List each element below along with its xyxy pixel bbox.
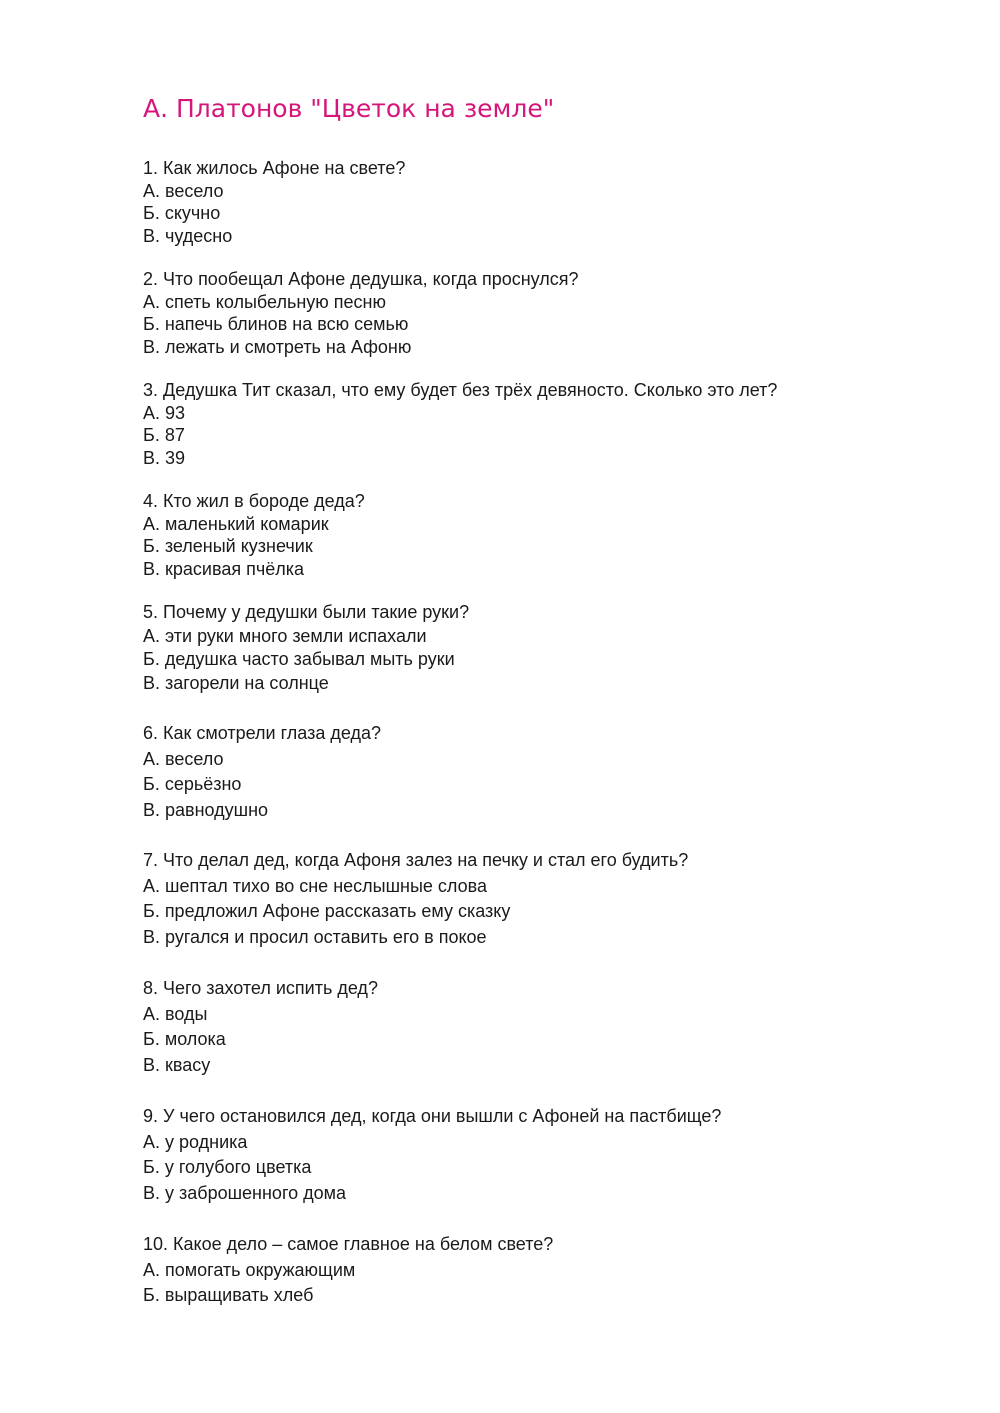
question-text: 4. Кто жил в бороде деда? — [143, 491, 365, 511]
answer-option: В. равнодушно — [143, 799, 269, 820]
question-text: 5. Почему у дедушки были такие руки? — [143, 602, 470, 622]
answer-option: В. у заброшенного дома — [143, 1182, 347, 1203]
answer-option: В. загорели на солнце — [143, 672, 329, 693]
question-text: 3. Дедушка Тит сказал, что ему будет без трёх девяносто. Сколько это лет? — [143, 380, 778, 400]
question-text: 2. Что пообещал Афоне дедушка, когда проснулся? — [143, 269, 579, 289]
answer-option: Б. дедушка часто забывал мыть руки — [143, 649, 455, 669]
question-text: 9. У чего остановился дед, когда они вышли с Афоней на пастбище? — [143, 1106, 722, 1126]
answer-option: Б. напечь блинов на всю семью — [143, 314, 409, 334]
answer-option: А. весело — [143, 748, 224, 769]
question-text: 7. Что делал дед, когда Афоня залез на печку и стал его будить? — [143, 850, 689, 870]
answer-option: А. шептал тихо во сне неслышные слова — [143, 875, 488, 896]
answer-option: А. маленький комарик — [143, 513, 329, 534]
answer-option: А. весело — [143, 180, 224, 201]
question-7 — [143, 848, 688, 950]
answer-option: Б. серьёзно — [143, 774, 242, 794]
question-1 — [143, 157, 405, 247]
answer-option: А. у родника — [143, 1131, 248, 1152]
question-2 — [143, 268, 579, 358]
question-4 — [143, 490, 365, 580]
answer-option: В. 39 — [143, 447, 186, 468]
page-title: А. Платонов "Цветок на земле" — [143, 94, 555, 123]
question-text: 8. Чего захотел испить дед? — [143, 978, 378, 998]
question-text: 10. Какое дело – самое главное на белом свете? — [143, 1234, 554, 1254]
question-6 — [143, 721, 381, 823]
answer-option: Б. выращивать хлеб — [143, 1285, 314, 1305]
answer-option: Б. зеленый кузнечик — [143, 536, 313, 556]
answer-option: А. воды — [143, 1003, 208, 1024]
answer-option: В. квасу — [143, 1054, 211, 1075]
answer-option: Б. предложил Афоне рассказать ему сказку — [143, 901, 511, 921]
answer-option: А. 93 — [143, 402, 186, 423]
answer-option: В. чудесно — [143, 225, 233, 246]
question-8 — [143, 976, 378, 1078]
answer-option: А. эти руки много земли испахали — [143, 625, 427, 646]
question-5 — [143, 601, 469, 695]
question-3 — [143, 379, 777, 469]
answer-option: В. красивая пчёлка — [143, 558, 304, 579]
answer-option: В. ругался и просил оставить его в покое — [143, 926, 487, 947]
answer-option: Б. молока — [143, 1029, 226, 1049]
answer-option: Б. у голубого цветка — [143, 1157, 312, 1177]
question-text: 1. Как жилось Афоне на свете? — [143, 158, 406, 178]
answer-option: В. лежать и смотреть на Афоню — [143, 336, 412, 357]
answer-option: А. спеть колыбельную песню — [143, 291, 386, 312]
question-text: 6. Как смотрели глаза деда? — [143, 723, 381, 743]
answer-option: Б. скучно — [143, 203, 221, 223]
question-9 — [143, 1104, 721, 1206]
question-10 — [143, 1232, 553, 1309]
answer-option: Б. 87 — [143, 425, 185, 445]
answer-option: А. помогать окружающим — [143, 1259, 356, 1280]
